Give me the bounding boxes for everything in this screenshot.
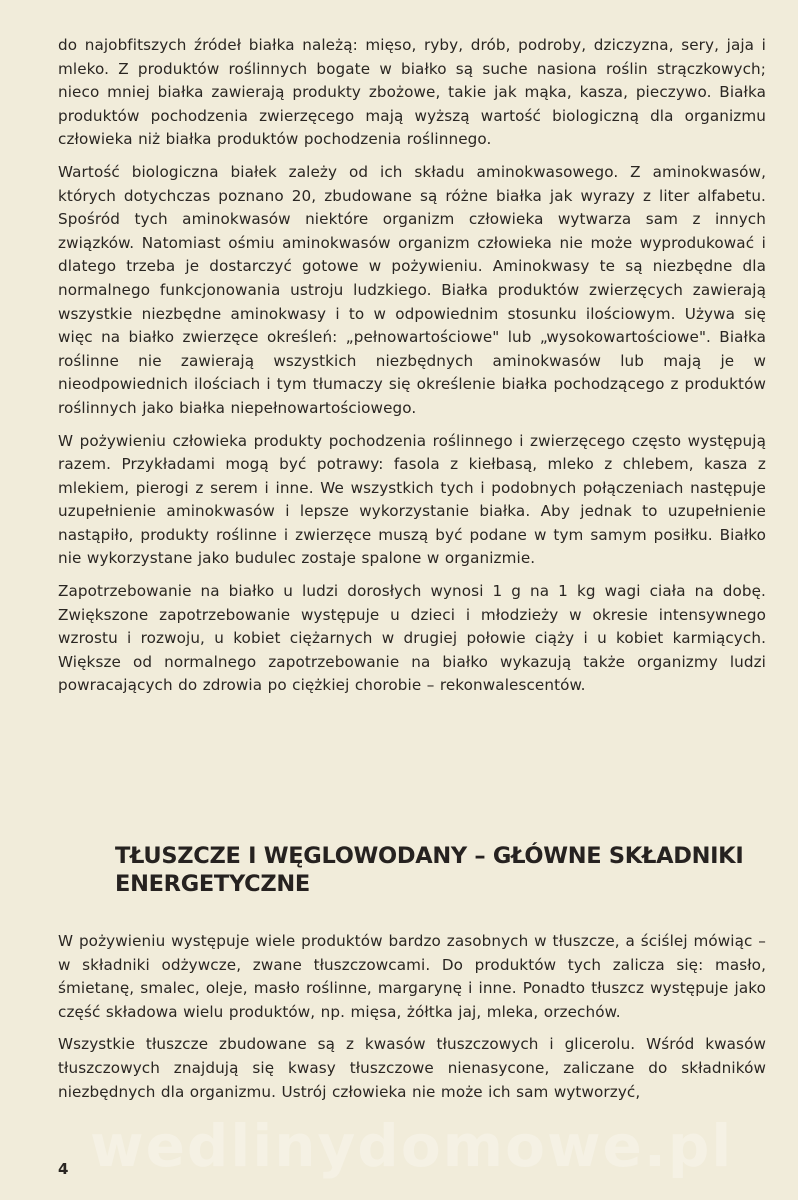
page-number: 4: [58, 1160, 69, 1178]
section-heading: TŁUSZCZE I WĘGLOWODANY – GŁÓWNE SKŁADNIKI ENERGETYCZNE: [115, 843, 744, 897]
paragraph-protein-sources: do najobfitszych źródeł białka należą: mięso, ryby, drób, podroby, dziczyzna, sery, jaja i mleko. Z produktów roślinnych bogate w białko są suche nasiona roślin strączkowych; nieco mniej białka zawierają produkty zbożowe, takie jak mąka, kasza, pieczywo. Białka produktów pochodzenia zwierzęcego mają wyższą wartość biologiczną dla organizmu człowieka niż białka produktów pochodzenia roślinnego.: [58, 36, 766, 149]
paragraph-food-combinations: W pożywieniu człowieka produkty pochodzenia roślinnego i zwierzęcego często występują razem. Przykładami mogą być potrawy: fasola z kiełbasą, mleko z chlebem, kasza z mlekiem, pierogi z serem i inne. We wszystkich tych i podobnych połączeniach następuje uzupełnienie aminokwasów i lepsze wykorzystanie białka. Aby jednak to uzupełnienie nastąpiło, produkty roślinne i zwierzęce muszą być podane w tym samym posiłku. Białko nie wykorzystane jako budulec zostaje spalone w organizmie.: [58, 431, 766, 568]
body-text-lower: [58, 930, 766, 1113]
paragraph-fat-sources: W pożywieniu występuje wiele produktów bardzo zasobnych w tłuszcze, a ściślej mówiąc – w składniki odżywcze, zwane tłuszczowcami. Do produktów tych zalicza się: masło, śmietanę, smalec, oleje, masło roślinne, margarynę i inne. Ponadto tłuszcz występuje jako część składowa wielu produktów, np. mięsa, żółtka jaj, mleka, orzechów.: [58, 932, 766, 1021]
paragraph-protein-requirement: Zapotrzebowanie na białko u ludzi dorosłych wynosi 1 g na 1 kg wagi ciała na dobę. Zwiększone zapotrzebowanie występuje u dzieci i młodzieży w okresie intensywnego wzrostu i rozwoju, u kobiet ciężarnych w drugiej połowie ciąży i u kobiet karmiących. Większe od normalnego zapotrzebowanie na białko wykazują także organizmy ludzi powracających do zdrowia po ciężkiej chorobie – rekonwalescentów.: [58, 582, 766, 695]
paragraph-amino-acids: Wartość biologiczna białek zależy od ich składu aminokwasowego. Z aminokwasów, których dotychczas poznano 20, zbudowane są różne białka jak wyrazy z liter alfabetu. Spośród tych aminokwasów niektóre organizm człowieka wytwarza sam z innych związków. Natomiast ośmiu aminokwasów organizm człowieka nie może wyprodukować i dlatego trzeba je dostarczyć gotowe w pożywieniu. Aminokwasy te są niezbędne dla normalnego funkcjonowania ustroju ludzkiego. Białka produktów zwierzęcych zawierają wszystkie niezbędne aminokwasy i to w odpowiednim stosunku ilościowym. Używa się więc na białko zwierzęce określeń: „pełnowartościowe" lub „wysokowartościowe". Białka roślinne nie zawierają wszystkich niezbędnych aminokwasów lub mają je w nieodpowiednich ilościach i tym tłumaczy się określenie białka pochodzącego z produktów roślinnych jako białka niepełnowartościowego.: [58, 162, 766, 417]
watermark: wedlinydomowe.pl: [90, 1112, 734, 1180]
paragraph-fatty-acids: Wszystkie tłuszcze zbudowane są z kwasów tłuszczowych i glicerolu. Wśród kwasów tłuszczowych znajdują się kwasy tłuszczowe nienasycone, zaliczane do składników niezbędnych dla organizmu. Ustrój człowieka nie może ich sam wytworzyć,: [58, 1035, 766, 1101]
body-text-upper: [58, 34, 766, 707]
